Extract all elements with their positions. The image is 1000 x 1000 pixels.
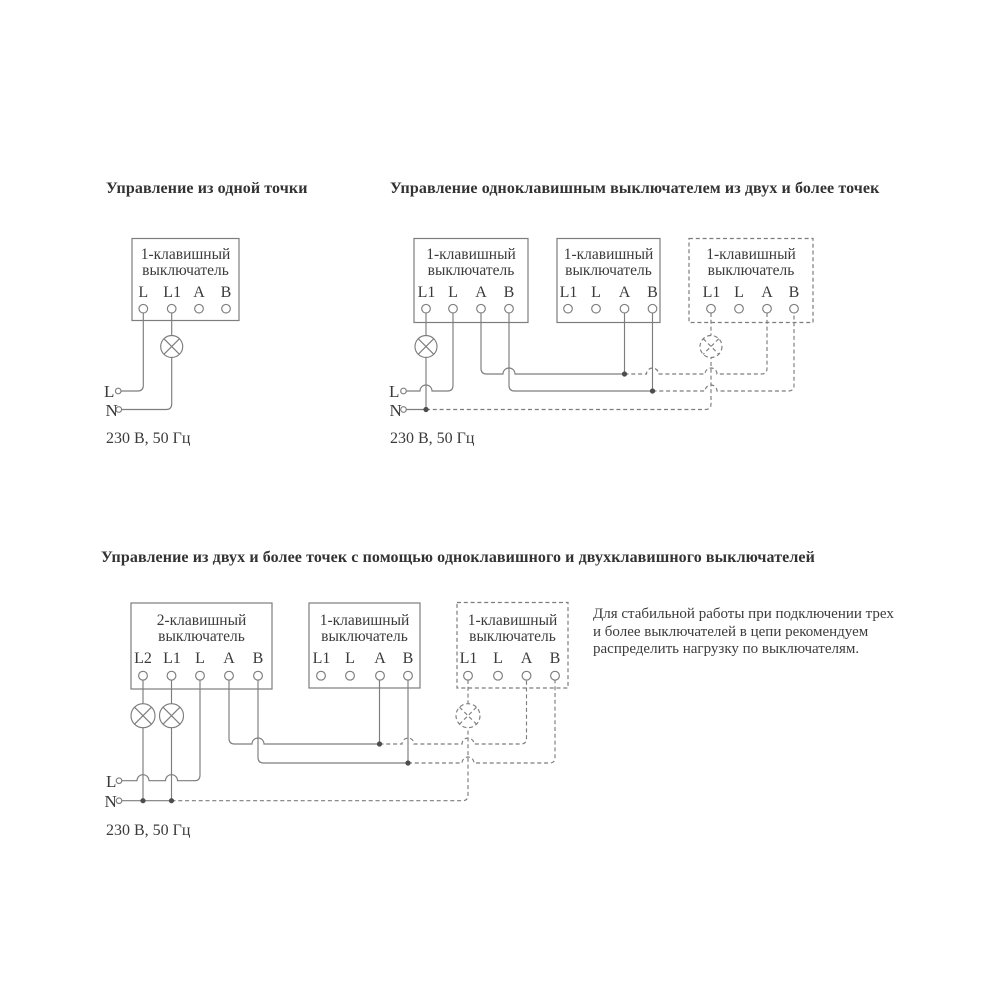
terminal-label: B bbox=[252, 649, 264, 667]
switch-label: 1-клавишный выключатель bbox=[467, 611, 558, 645]
terminal-label: A bbox=[223, 649, 235, 667]
terminal-label: B bbox=[503, 283, 515, 301]
terminal-circles bbox=[422, 304, 799, 313]
lamp-icon bbox=[415, 336, 437, 358]
lamp-icon-optional bbox=[700, 336, 722, 358]
switch-label: 1-клавишный выключатель bbox=[319, 611, 410, 645]
line-l-label: L bbox=[106, 771, 117, 791]
terminal-label: B bbox=[788, 283, 800, 301]
diagram-3-title: Управление из двух и более точек с помощью одноклавишного и двухклавишного выключателей bbox=[101, 549, 815, 566]
terminal-label: L bbox=[493, 649, 503, 667]
lamp-icon bbox=[131, 704, 155, 728]
switch-label: 1-клавишный выключатель bbox=[563, 245, 654, 279]
lamp-icon-optional bbox=[456, 704, 480, 728]
terminal-label: L bbox=[448, 283, 458, 301]
wire-l-line bbox=[406, 313, 453, 391]
terminal-label: L1 bbox=[559, 283, 578, 301]
switch-label: 1-клавишный выключатель bbox=[426, 245, 516, 279]
voltage-label: 230 В, 50 Гц bbox=[106, 821, 191, 839]
terminal-label: A bbox=[374, 649, 386, 667]
line-n-label: N bbox=[104, 791, 117, 811]
diagram-1-title: Управление из одной точки bbox=[106, 180, 308, 197]
wire-n-dashed bbox=[426, 358, 711, 410]
switch-label: 1-клавишный выключатель bbox=[706, 245, 796, 279]
terminal-label: L bbox=[345, 649, 355, 667]
terminal-circles bbox=[139, 671, 560, 680]
bus-b-dashed bbox=[653, 313, 795, 391]
terminal-label: B bbox=[402, 649, 414, 667]
stability-note: Для стабильной работы при подключении трех и более выключателей в цепи рекомендуем распределить нагрузку по выключателям. bbox=[593, 606, 894, 657]
bus-a-dashed bbox=[380, 680, 527, 744]
terminal-label: L1 bbox=[417, 283, 436, 301]
wires-switch2 bbox=[380, 680, 409, 763]
terminal-label: L1 bbox=[459, 649, 478, 667]
voltage-label: 230 В, 50 Гц bbox=[390, 429, 475, 447]
terminal-label: B bbox=[549, 649, 561, 667]
terminal-label: A bbox=[475, 283, 487, 301]
terminal-circles bbox=[139, 304, 230, 313]
terminal-label: A bbox=[618, 283, 631, 301]
terminal-label: L1 bbox=[312, 649, 331, 667]
terminal-label: A bbox=[193, 283, 205, 301]
terminal-label: L1 bbox=[702, 283, 721, 301]
wire-n-dashed bbox=[172, 728, 469, 801]
terminal-label: L bbox=[195, 649, 205, 667]
lamp-icon bbox=[161, 336, 183, 358]
wires-switch2 bbox=[625, 313, 653, 391]
bus-b-solid bbox=[509, 313, 653, 391]
line-n-label: N bbox=[389, 400, 402, 420]
diagram-2-title: Управление одноклавишным выключателем из двух и более точек bbox=[390, 180, 880, 197]
terminal-label: L bbox=[138, 283, 149, 301]
line-l-label: L bbox=[104, 382, 115, 401]
terminal-label: L1 bbox=[163, 283, 182, 301]
terminal-label: B bbox=[647, 283, 658, 301]
bus-b-solid bbox=[258, 680, 408, 763]
terminal-label: L bbox=[734, 283, 744, 301]
terminal-label: L bbox=[591, 283, 601, 301]
terminal-label: L2 bbox=[134, 649, 152, 667]
supply-end-circles bbox=[116, 778, 122, 804]
line-l-label: L bbox=[389, 382, 400, 401]
line-n-label: N bbox=[105, 400, 118, 420]
wire-l bbox=[121, 313, 143, 391]
terminal-label: A bbox=[520, 649, 533, 667]
switch-label: 1-клавишный выключатель bbox=[140, 245, 231, 279]
switch-label: 2-клавишный выключатель bbox=[156, 611, 247, 645]
junction-dots bbox=[140, 741, 410, 803]
wire-lamp-to-n bbox=[122, 358, 172, 410]
lamp-icon bbox=[160, 704, 184, 728]
wire-l-line bbox=[122, 680, 200, 781]
terminal-label: L1 bbox=[163, 649, 181, 667]
terminal-label: B bbox=[220, 283, 232, 301]
bus-b-dashed bbox=[408, 680, 555, 763]
voltage-label: 230 В, 50 Гц bbox=[106, 429, 191, 447]
terminal-label: A bbox=[761, 283, 773, 301]
junction-dots bbox=[423, 371, 655, 412]
